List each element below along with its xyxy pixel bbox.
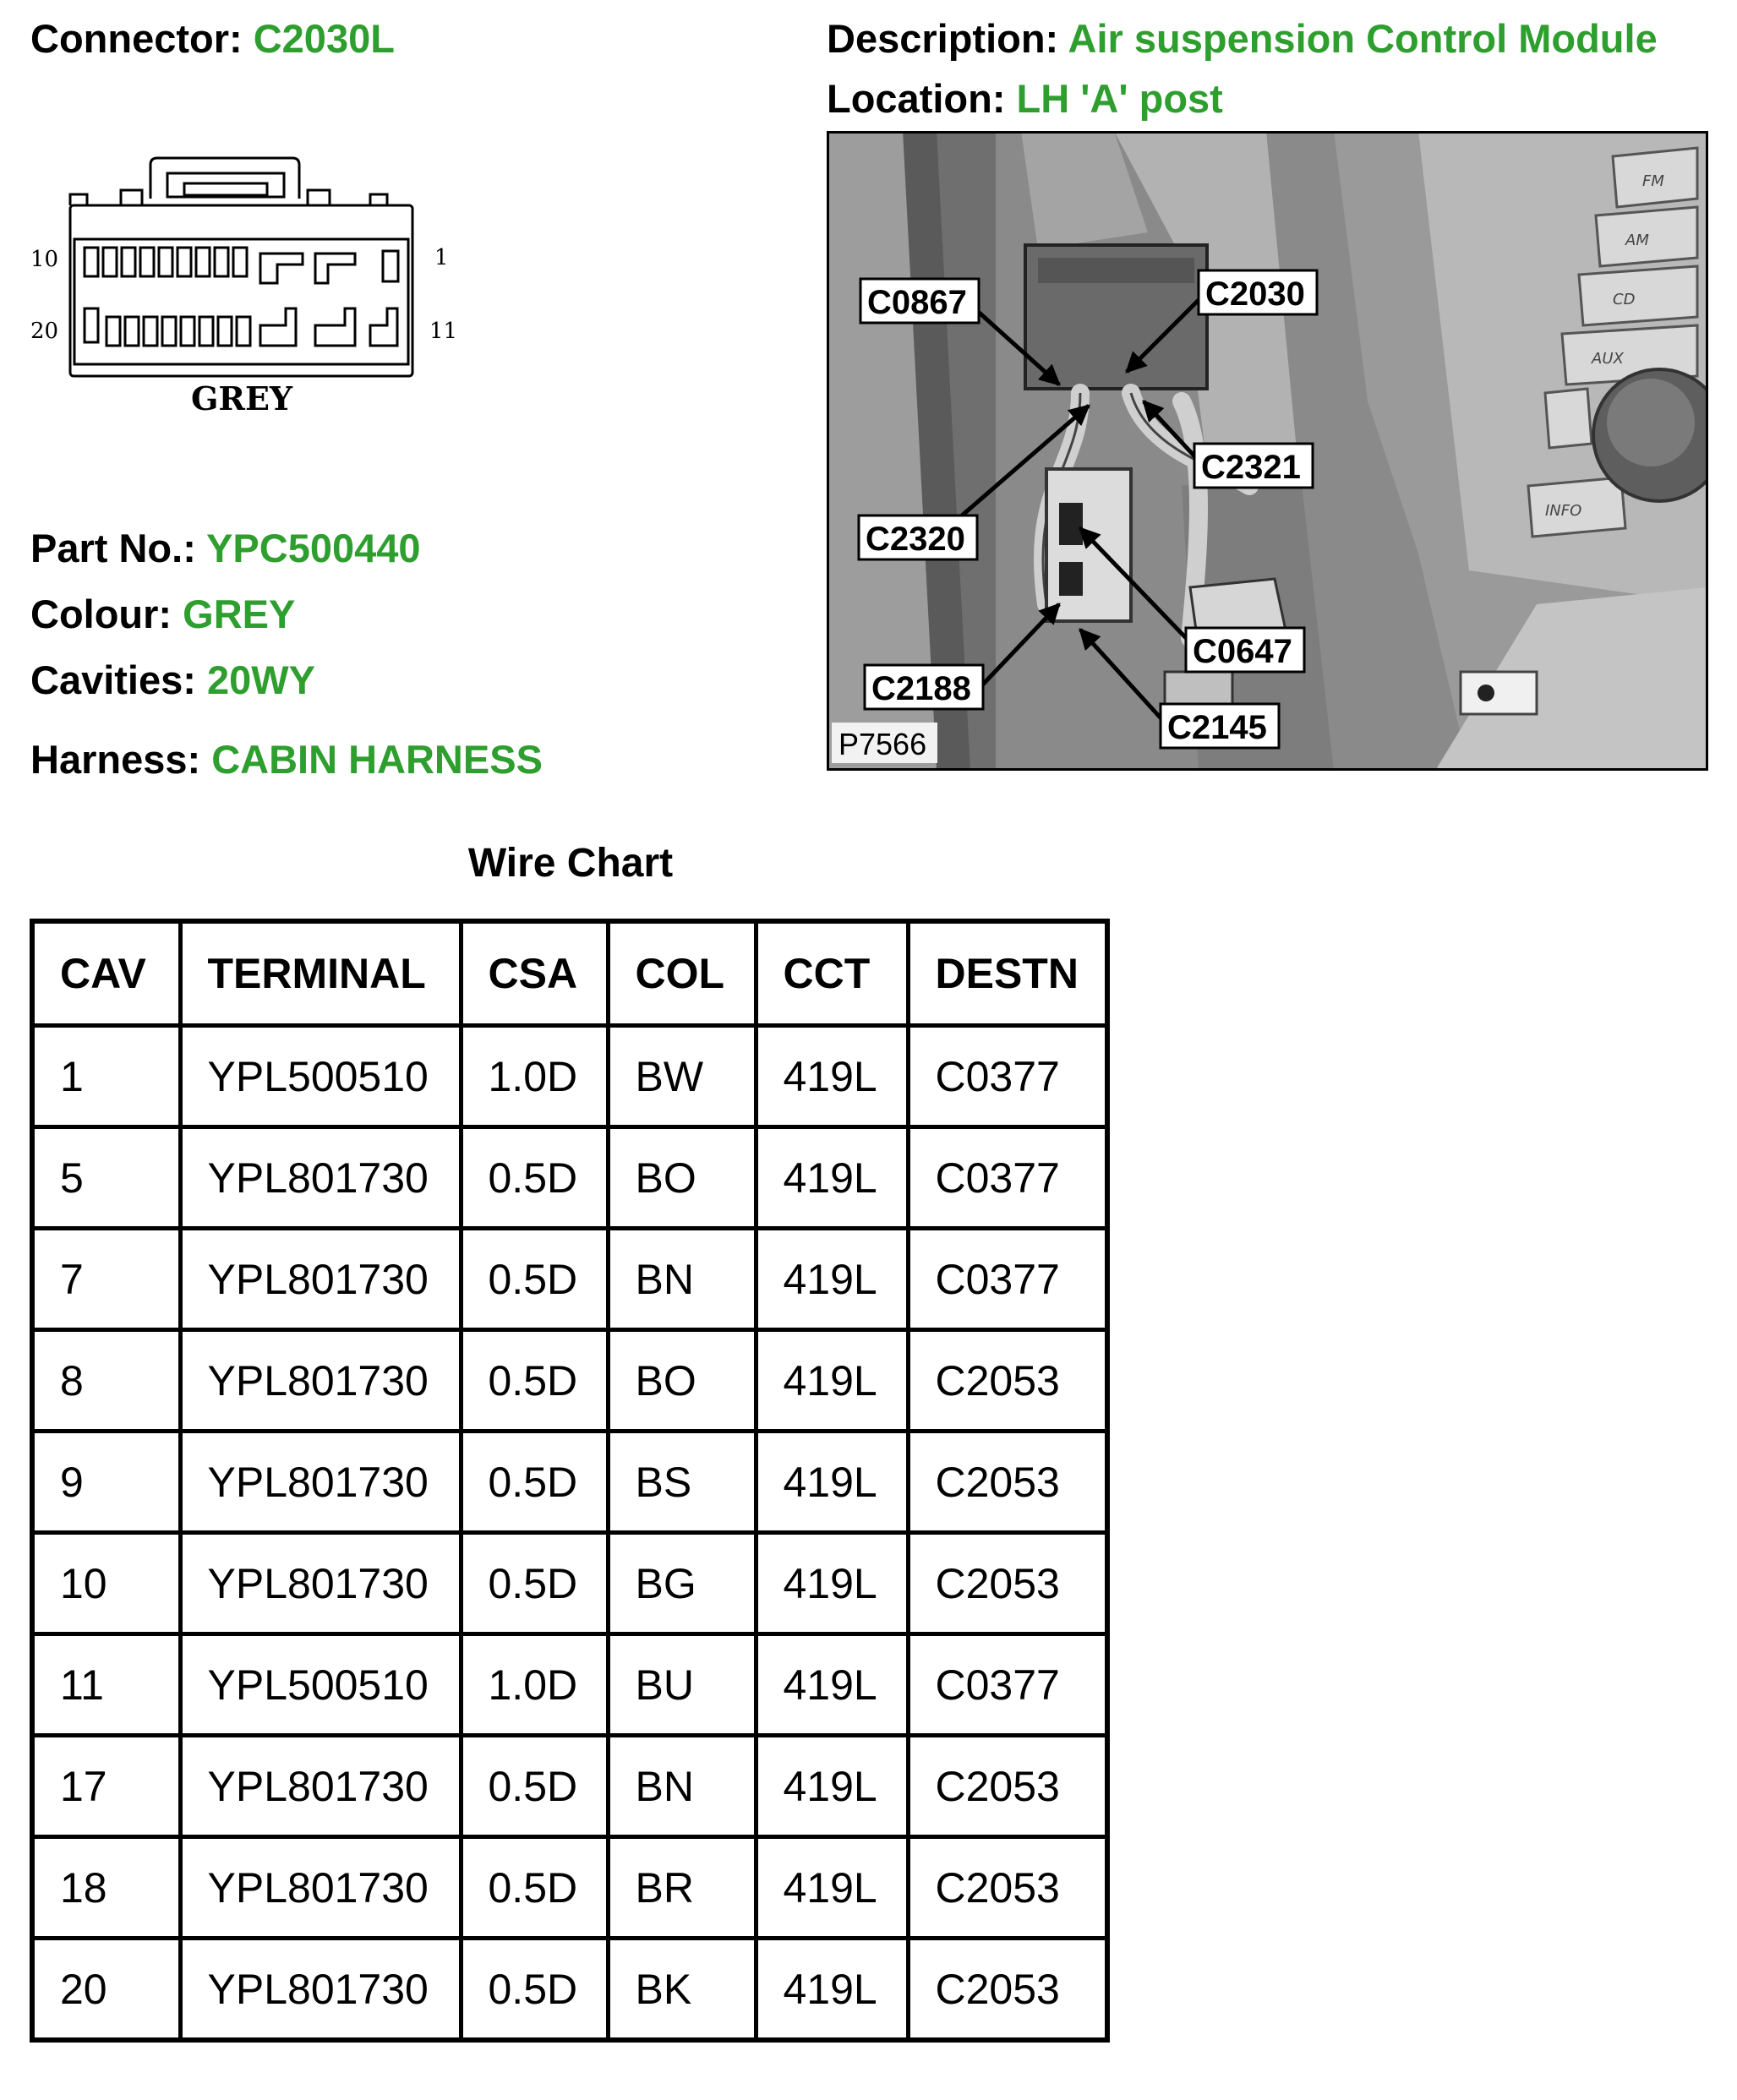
table-row (32, 1634, 1107, 1736)
location-label: Location: (827, 76, 1006, 121)
col-header-cav: CAV (32, 921, 180, 1026)
cavities-value: 20WY (206, 657, 315, 702)
cell-col: BO (608, 1330, 756, 1432)
cell-cav: 9 (32, 1432, 180, 1533)
table-row (32, 1432, 1107, 1533)
cell-csa: 0.5D (461, 1736, 608, 1837)
col-header-destn: DESTN (908, 921, 1107, 1026)
harness-label: Harness: (30, 737, 201, 782)
cell-cct: 419L (756, 1533, 908, 1634)
cell-cct: 419L (756, 1127, 908, 1229)
cell-csa: 1.0D (461, 1634, 608, 1736)
cell-cav: 8 (32, 1330, 180, 1432)
cell-col: BS (608, 1432, 756, 1533)
table-row (32, 1229, 1107, 1330)
radio-aux-label: AUX (1592, 350, 1624, 368)
wire-chart-table (30, 919, 1110, 2043)
cell-destn: C2053 (908, 1736, 1107, 1837)
table-row (32, 1939, 1107, 2041)
table-row (32, 1736, 1107, 1837)
cell-csa: 0.5D (461, 1229, 608, 1330)
connector-colour-caption: GREY (190, 379, 293, 417)
cavities-label: Cavities: (30, 657, 196, 702)
cell-destn: C2053 (908, 1330, 1107, 1432)
callout-c0867: C0867 (867, 284, 967, 321)
description-value: Air suspension Control Module (1068, 16, 1658, 61)
cell-cav: 20 (32, 1939, 180, 2041)
callout-c2145: C2145 (1167, 709, 1267, 746)
cell-terminal: YPL801730 (180, 1127, 461, 1229)
pin-label-20: 20 (30, 319, 59, 344)
cell-cav: 18 (32, 1837, 180, 1939)
cell-csa: 0.5D (461, 1127, 608, 1229)
cell-terminal: YPL801730 (180, 1229, 461, 1330)
cell-terminal: YPL500510 (180, 1634, 461, 1736)
part-no-value: YPC500440 (206, 526, 421, 570)
cell-destn: C2053 (908, 1837, 1107, 1939)
cell-csa: 0.5D (461, 1837, 608, 1939)
cell-csa: 0.5D (461, 1939, 608, 2041)
cell-destn: C2053 (908, 1533, 1107, 1634)
cell-col: BU (608, 1634, 756, 1736)
cell-csa: 0.5D (461, 1330, 608, 1432)
pin-label-10: 10 (30, 247, 59, 272)
cell-destn: C0377 (908, 1634, 1107, 1736)
cell-col: BG (608, 1533, 756, 1634)
location-value: LH 'A' post (1016, 76, 1223, 121)
cell-cct: 419L (756, 1634, 908, 1736)
cell-destn: C2053 (908, 1432, 1107, 1533)
cell-cav: 7 (32, 1229, 180, 1330)
cell-destn: C0377 (908, 1229, 1107, 1330)
cell-csa: 0.5D (461, 1432, 608, 1533)
part-no-field (30, 528, 421, 568)
cell-cct: 419L (756, 1026, 908, 1127)
figure-id: P7566 (838, 727, 927, 761)
connector-value: C2030L (253, 16, 395, 61)
cell-destn: C0377 (908, 1026, 1107, 1127)
cell-col: BO (608, 1127, 756, 1229)
cell-terminal: YPL801730 (180, 1533, 461, 1634)
table-header-row (32, 921, 1107, 1026)
cell-cct: 419L (756, 1939, 908, 2041)
cell-col: BN (608, 1736, 756, 1837)
pin-label-11: 11 (429, 319, 458, 344)
table-row (32, 1837, 1107, 1939)
cell-cct: 419L (756, 1330, 908, 1432)
col-header-terminal: TERMINAL (180, 921, 461, 1026)
location-photo (827, 131, 1708, 771)
cell-cct: 419L (756, 1837, 908, 1939)
cell-col: BR (608, 1837, 756, 1939)
cell-cav: 5 (32, 1127, 180, 1229)
table-row (32, 1026, 1107, 1127)
cell-cav: 17 (32, 1736, 180, 1837)
part-no-label: Part No.: (30, 526, 196, 570)
col-header-csa: CSA (461, 921, 608, 1026)
radio-fm-label: FM (1642, 172, 1664, 190)
cell-terminal: YPL801730 (180, 1837, 461, 1939)
cell-cct: 419L (756, 1736, 908, 1837)
location-field (827, 76, 1223, 121)
col-header-cct: CCT (756, 921, 908, 1026)
cell-cct: 419L (756, 1432, 908, 1533)
callout-c2188: C2188 (871, 670, 971, 707)
callout-c2320: C2320 (866, 521, 965, 558)
cell-cav: 11 (32, 1634, 180, 1736)
cell-cav: 1 (32, 1026, 180, 1127)
cell-destn: C2053 (908, 1939, 1107, 2041)
cavities-field (30, 657, 315, 702)
colour-label: Colour: (30, 592, 172, 636)
harness-value: CABIN HARNESS (211, 737, 543, 782)
connector-face-diagram (24, 156, 463, 435)
cell-csa: 1.0D (461, 1026, 608, 1127)
table-row (32, 1330, 1107, 1432)
callout-c2030: C2030 (1205, 275, 1305, 313)
cell-terminal: YPL801730 (180, 1939, 461, 2041)
radio-cd-label: CD (1613, 291, 1636, 308)
cell-col: BK (608, 1939, 756, 2041)
cell-cav: 10 (32, 1533, 180, 1634)
connector-label: Connector: (30, 16, 243, 61)
cell-cct: 419L (756, 1229, 908, 1330)
harness-field (30, 737, 543, 782)
wire-chart-title: Wire Chart (467, 841, 674, 886)
colour-field (30, 594, 295, 634)
table-row (32, 1127, 1107, 1229)
callout-c0647: C0647 (1193, 633, 1292, 670)
radio-am-label: AM (1625, 232, 1649, 249)
connector-field (30, 16, 395, 61)
cell-terminal: YPL500510 (180, 1026, 461, 1127)
col-header-col: COL (608, 921, 756, 1026)
description-label: Description: (827, 16, 1059, 61)
description-field (827, 16, 1658, 61)
cell-terminal: YPL801730 (180, 1330, 461, 1432)
cell-destn: C0377 (908, 1127, 1107, 1229)
radio-info-label: INFO (1545, 502, 1582, 520)
colour-value: GREY (183, 592, 296, 636)
callout-c2321: C2321 (1201, 449, 1301, 486)
table-row (32, 1533, 1107, 1634)
cell-terminal: YPL801730 (180, 1736, 461, 1837)
cell-col: BW (608, 1026, 756, 1127)
pin-label-1: 1 (434, 245, 449, 270)
cell-col: BN (608, 1229, 756, 1330)
cell-terminal: YPL801730 (180, 1432, 461, 1533)
cell-csa: 0.5D (461, 1533, 608, 1634)
